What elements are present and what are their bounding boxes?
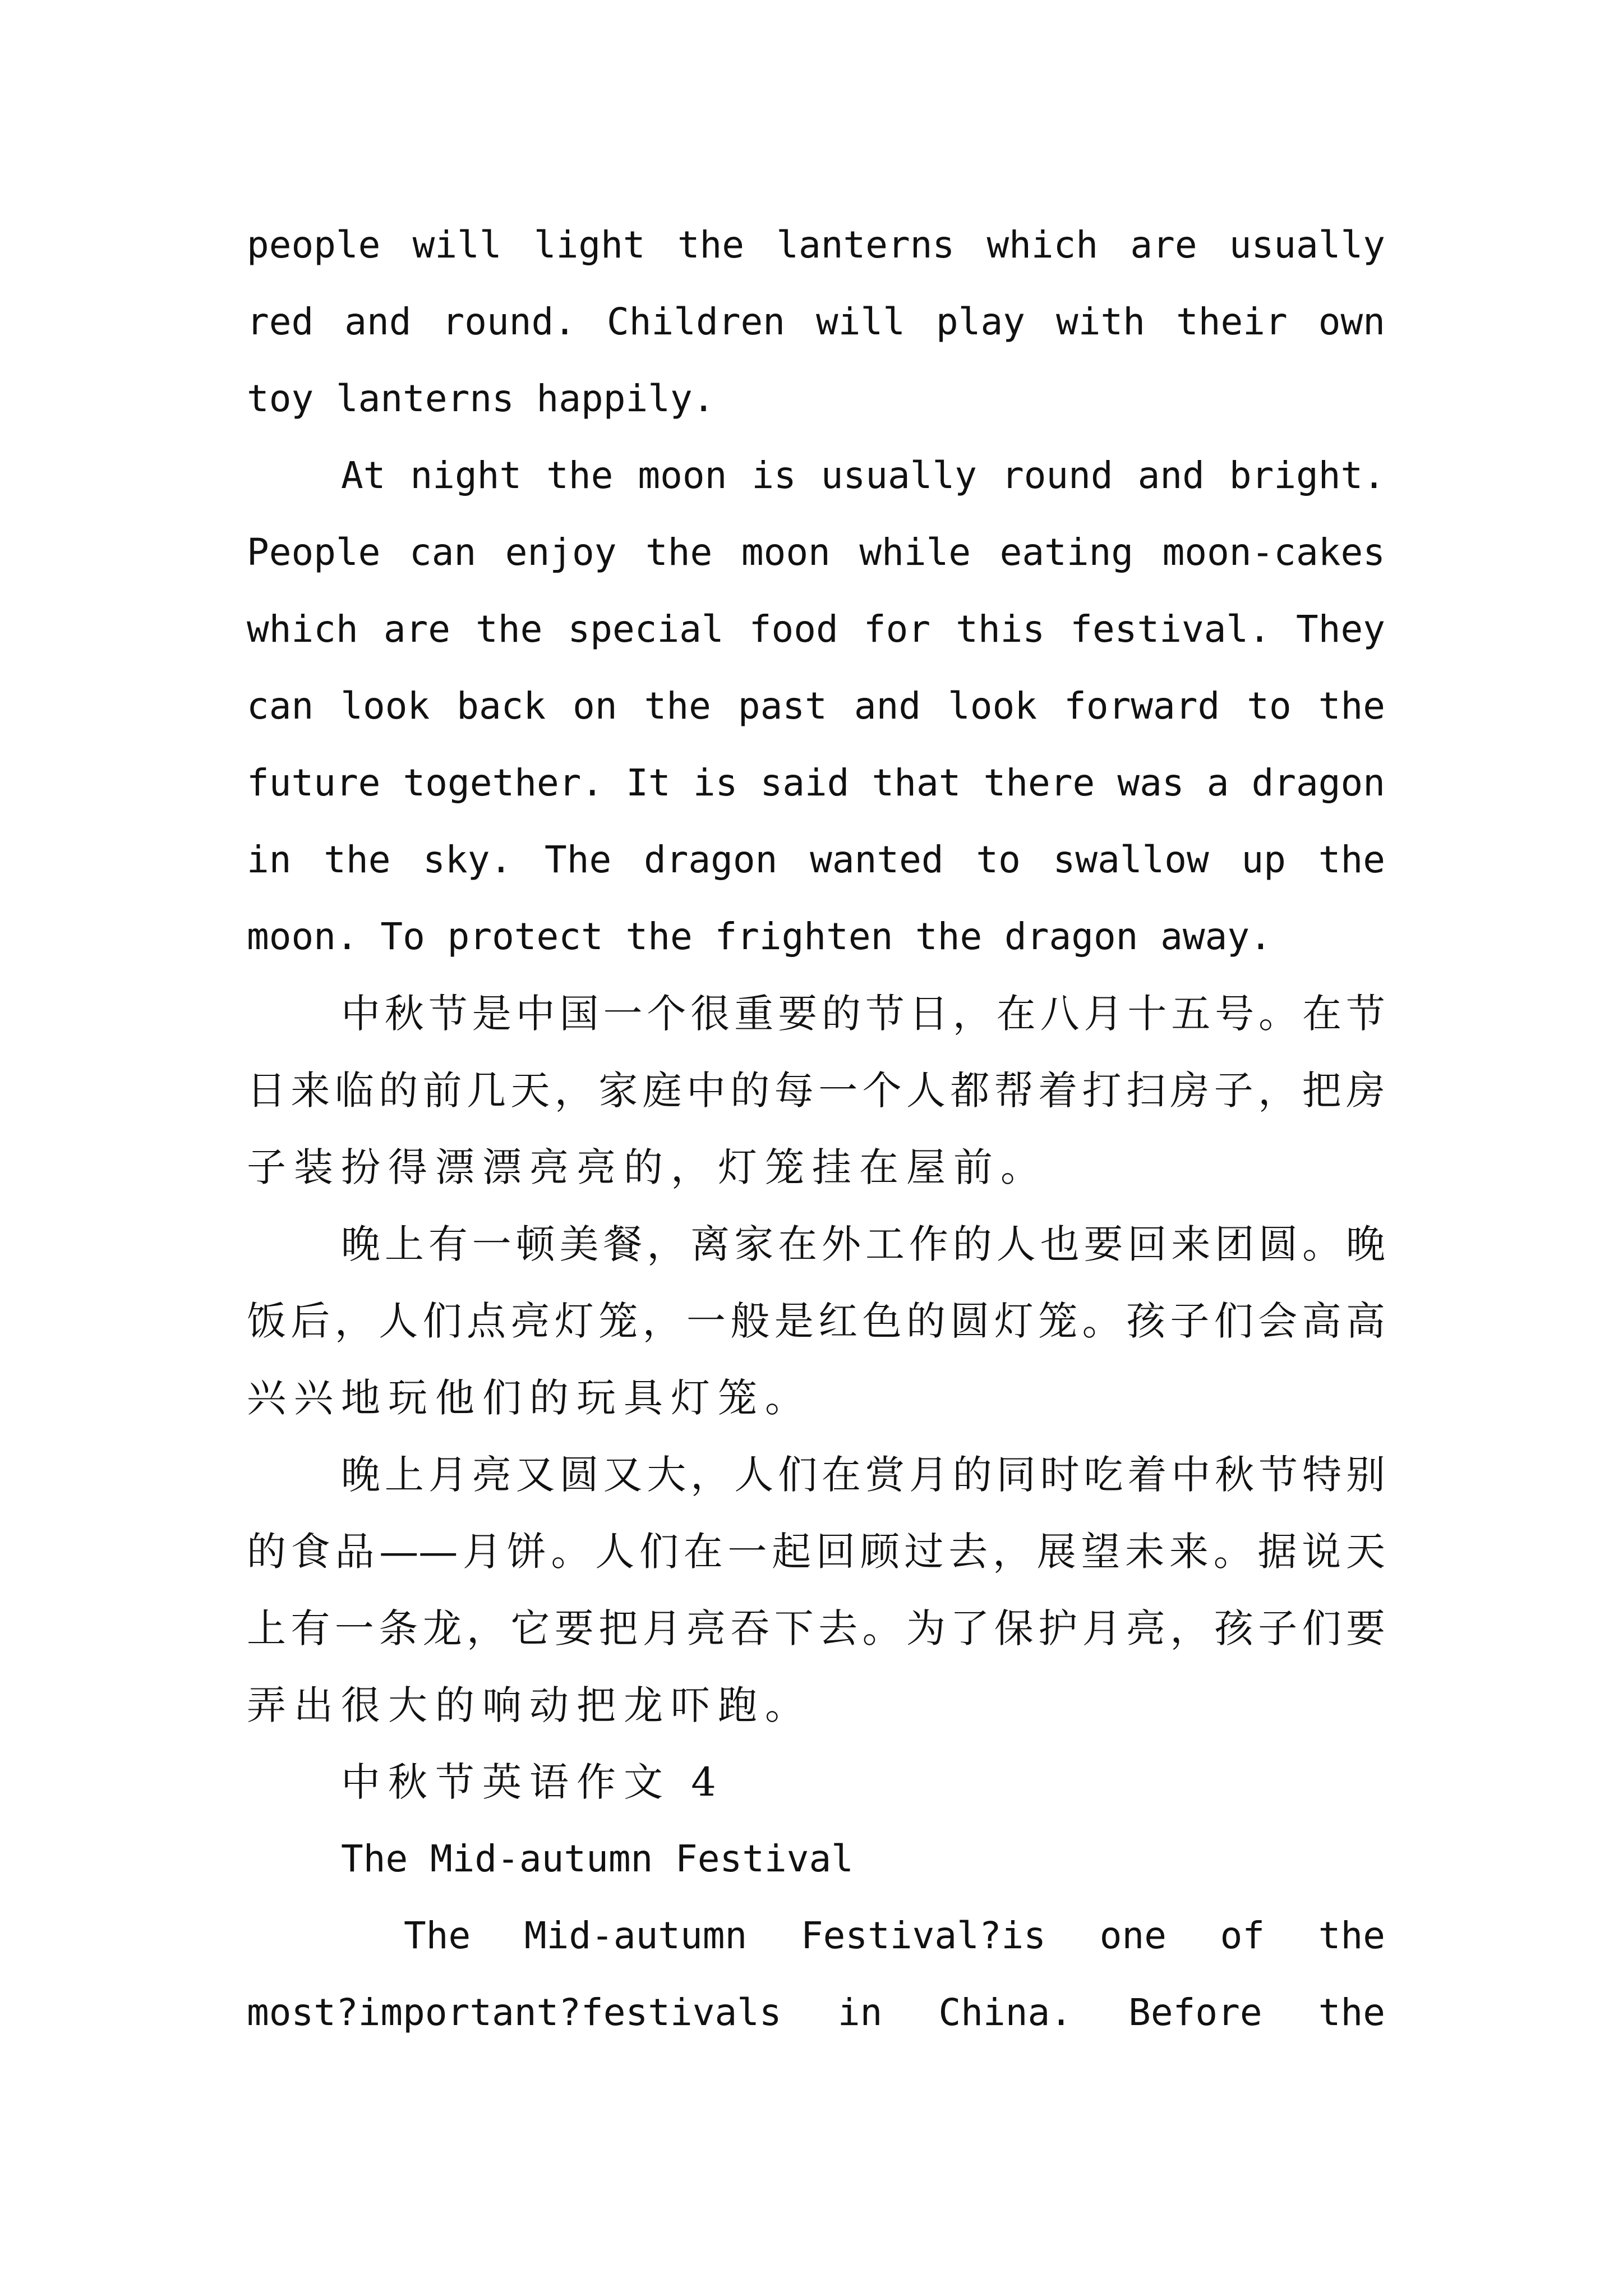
paragraph-line: people will light the lanterns which are usually	[247, 223, 1385, 266]
paragraph-line: 上有一条龙，它要把月亮吞下去。为了保护月亮，孩子们要	[247, 1605, 1385, 1651]
paragraph-line: At night the moon is usually round and bright.	[341, 454, 1385, 497]
paragraph-line: which are the special food for this festival. They	[247, 608, 1385, 651]
essay-title: The Mid-autumn Festival	[341, 1837, 854, 1880]
paragraph-line: 兴兴地玩他们的玩具灯笼。	[247, 1375, 812, 1421]
paragraph-line: 的食品——月饼。人们在一起回顾过去，展望未来。据说天	[247, 1529, 1385, 1575]
paragraph-line: 弄出很大的响动把龙吓跑。	[247, 1682, 812, 1728]
paragraph-line: 晚上月亮又圆又大，人们在赏月的同时吃着中秋节特别	[341, 1452, 1385, 1498]
paragraph-line: People can enjoy the moon while eating moon-cakes	[247, 531, 1385, 574]
paragraph-line: 饭后，人们点亮灯笼，一般是红色的圆灯笼。孩子们会高高	[247, 1298, 1385, 1344]
paragraph-line: toy lanterns happily.	[247, 377, 715, 420]
section-heading: 中秋节英语作文 4	[341, 1759, 724, 1805]
paragraph-line: 中秋节是中国一个很重要的节日，在八月十五号。在节	[341, 991, 1385, 1037]
paragraph-line: The Mid-autumn Festival?is one of the	[404, 1914, 1385, 1957]
paragraph-line: most?important?festivals in China. Before the	[247, 1991, 1385, 2034]
paragraph-line: in the sky. The dragon wanted to swallow up the	[247, 838, 1385, 881]
paragraph-line: can look back on the past and look forward to the	[247, 684, 1385, 728]
paragraph-line: 子装扮得漂漂亮亮的，灯笼挂在屋前。	[247, 1144, 1048, 1190]
paragraph-line: red and round. Children will play with their own	[247, 300, 1385, 343]
paragraph-line: 日来临的前几天，家庭中的每一个人都帮着打扫房子，把房	[247, 1068, 1385, 1114]
paragraph-line: moon. To protect the frighten the dragon away.	[247, 915, 1272, 958]
paragraph-line: 晚上有一顿美餐，离家在外工作的人也要回来团圆。晚	[341, 1221, 1385, 1267]
paragraph-line: future together. It is said that there was a dragon	[247, 761, 1385, 804]
